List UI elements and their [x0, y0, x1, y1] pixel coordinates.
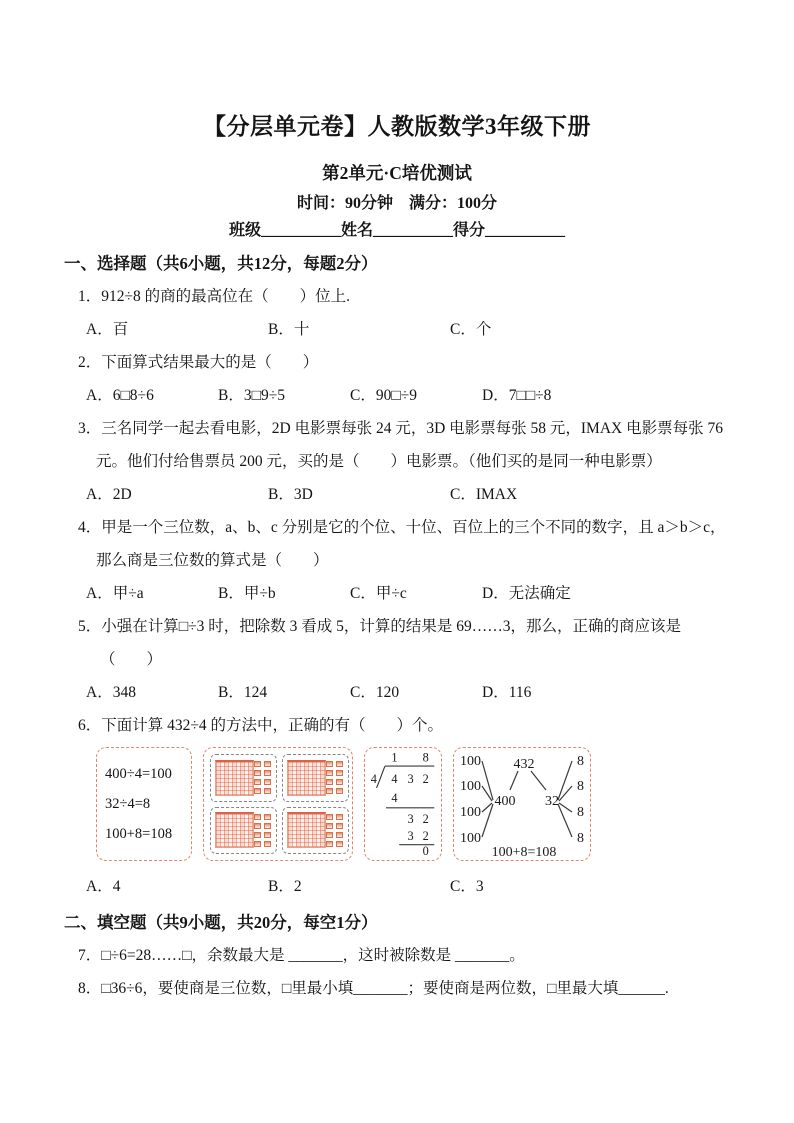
equation-line: 400÷4=100: [105, 766, 172, 782]
dividend-digit: 3: [407, 772, 414, 787]
question-5-answer-parens: （ ）: [100, 651, 163, 668]
eight-leaf: 8: [577, 805, 584, 820]
ones-blocks: [254, 761, 271, 794]
equation-line: 32÷4=8: [105, 796, 151, 812]
option-a: A．百: [86, 321, 129, 338]
one-block: [264, 770, 271, 776]
subtract-step: 4: [391, 791, 398, 806]
option-c: C．甲÷c: [350, 585, 407, 602]
one-block: [254, 823, 261, 829]
one-block: [336, 788, 343, 794]
score-blank: __________: [485, 222, 566, 239]
figure-method-2-base-ten-blocks: [203, 747, 353, 861]
question-4: [78, 511, 730, 610]
option-b: B．3□9÷5: [218, 387, 285, 404]
option-b: B．十: [268, 321, 310, 338]
question-7-text: 7．□÷6=28……□，余数最大是 _______，这时被除数是 _______。: [78, 947, 525, 964]
tree-left-part: 400: [494, 794, 516, 809]
one-block: [326, 770, 333, 776]
subtract-digit: 2: [422, 829, 429, 843]
score-label: 得分: [453, 222, 486, 239]
one-block: [326, 832, 333, 838]
one-block: [336, 770, 343, 776]
question-6-options: [86, 870, 730, 903]
question-8: [78, 972, 730, 1005]
option-d: D．7□□÷8: [482, 387, 552, 404]
one-block: [336, 761, 343, 767]
one-block: [326, 814, 333, 820]
figure-method-3-long-division: [364, 747, 442, 861]
name-blank: __________: [373, 222, 453, 239]
class-label: 班级: [228, 222, 261, 239]
one-block: [264, 761, 271, 767]
dividend-digit: 2: [422, 772, 429, 787]
question-2: [78, 346, 730, 412]
figure-method-4-decomposition: [453, 747, 591, 861]
one-block: [264, 779, 271, 785]
q6-figure-row: [96, 747, 730, 861]
one-block: [264, 814, 271, 820]
one-block: [336, 841, 343, 847]
decomposition-svg: [458, 752, 586, 858]
hundred-leaf: 100: [460, 805, 481, 820]
base-ten-group: [210, 754, 277, 802]
option-b: B．2: [268, 878, 302, 895]
base-ten-group: [282, 754, 349, 802]
question-5-options: [86, 676, 730, 709]
hundred-grid: [287, 812, 326, 848]
hundred-grid: [215, 812, 254, 848]
hundred-leaf: 100: [460, 831, 481, 846]
option-a: A．4: [86, 878, 121, 895]
question-8-text: 8．□36÷6，要使商是三位数，□里最小填_______；要使商是两位数，□里最大填______.: [78, 980, 669, 997]
quotient-hundreds: 1: [391, 750, 398, 765]
exam-info-line: 时间：90分钟 满分：100分: [296, 195, 497, 212]
option-c: C．3: [450, 878, 484, 895]
remainder: 0: [422, 844, 429, 858]
one-block: [336, 814, 343, 820]
question-3-text: 3．三名同学一起去看电影，2D 电影票每张 24 元，3D 电影票每张 58 元，IMAX 电影票每张 76 元。他们付给售票员 200 元，买的是（ ）电影票。（他们买的是同一种电影票）: [78, 420, 723, 470]
option-d: D．116: [482, 684, 532, 701]
tree-right-part: 32: [545, 794, 559, 809]
one-block: [326, 761, 333, 767]
bring-down-digit: 3: [407, 811, 414, 826]
subtract-digit: 3: [407, 829, 414, 843]
question-7: [78, 939, 730, 972]
question-6-text: 6．下面计算 432÷4 的方法中，正确的有（ ）个。: [78, 717, 444, 734]
option-a: A．6□8÷6: [86, 387, 154, 404]
option-a: A．甲÷a: [86, 585, 144, 602]
option-c: C．IMAX: [450, 486, 518, 503]
one-block: [254, 779, 261, 785]
eight-leaf: 8: [577, 754, 584, 769]
one-block: [264, 832, 271, 838]
option-a: A．348: [86, 684, 136, 701]
question-1-options: [86, 313, 730, 346]
hundred-leaf: 100: [460, 754, 481, 769]
question-1-text: 1．912÷8 的商的最高位在（ ）位上.: [78, 288, 351, 305]
long-division-svg: [367, 750, 439, 858]
question-3-options: [86, 478, 730, 511]
hundred-grid: [215, 760, 254, 796]
question-5-text: 5．小强在计算□÷3 时，把除数 3 看成 5，计算的结果是 69……3，那么，正确的商应该是: [78, 618, 681, 635]
class-blank: __________: [260, 222, 341, 239]
question-2-options: [86, 379, 730, 412]
doc-subtitle: 第2单元·C培优测试: [322, 163, 472, 183]
division-bracket-curve: [376, 766, 385, 788]
option-b: B．3D: [268, 486, 313, 503]
one-block: [336, 779, 343, 785]
one-block: [254, 770, 261, 776]
question-1: [78, 280, 730, 346]
option-d: D．无法确定: [482, 585, 571, 602]
question-5: [78, 610, 730, 709]
one-block: [336, 832, 343, 838]
one-block: [254, 788, 261, 794]
figure-method-1-equations: [96, 747, 192, 861]
student-info-line: [64, 218, 730, 244]
option-c: C．个: [450, 321, 492, 338]
one-block: [326, 788, 333, 794]
one-block: [264, 841, 271, 847]
question-3: [78, 412, 730, 511]
one-block: [326, 823, 333, 829]
dividend-digit: 4: [391, 772, 398, 787]
hundred-leaf: 100: [460, 779, 481, 794]
section-2-heading: 二、填空题（共9小题，共20分，每空1分）: [64, 913, 378, 932]
ones-blocks: [326, 814, 343, 847]
name-label: 姓名: [340, 222, 373, 239]
option-c: C．120: [350, 684, 400, 701]
question-4-text: 4．甲是一个三位数，a、b、c 分别是它的个位、十位、百位上的三个不同的数字，且 a＞b＞c，那么商是三位数的算式是（ ）: [78, 519, 726, 569]
bring-down-digit: 2: [422, 811, 429, 826]
doc-title: 【分层单元卷】人教版数学3年级下册: [203, 114, 591, 139]
option-c: C．90□÷9: [350, 387, 417, 404]
section-1-heading: 一、选择题（共6小题，共12分，每题2分）: [64, 254, 378, 273]
ones-blocks: [326, 761, 343, 794]
option-b: B．甲÷b: [218, 585, 276, 602]
one-block: [326, 779, 333, 785]
question-2-text: 2．下面算式结果最大的是（ ）: [78, 354, 319, 371]
equation-line: 100+8=108: [105, 826, 173, 842]
option-b: B．124: [218, 684, 268, 701]
question-4-options: [86, 577, 730, 610]
tree-sum-equation: 100+8=108: [491, 845, 557, 858]
divisor: 4: [370, 772, 377, 787]
base-ten-group: [282, 807, 349, 855]
tree-root: 432: [513, 757, 535, 772]
one-block: [264, 788, 271, 794]
one-block: [254, 761, 261, 767]
ones-blocks: [254, 814, 271, 847]
one-block: [254, 832, 261, 838]
base-ten-group: [210, 807, 277, 855]
question-6: [78, 709, 730, 742]
eight-leaf: 8: [577, 831, 584, 846]
eight-leaf: 8: [577, 779, 584, 794]
hundred-grid: [287, 760, 326, 796]
one-block: [254, 814, 261, 820]
one-block: [326, 841, 333, 847]
one-block: [264, 823, 271, 829]
question-6-options-block: [78, 870, 730, 903]
quotient-ones: 8: [422, 750, 429, 765]
option-a: A．2D: [86, 486, 132, 503]
one-block: [336, 823, 343, 829]
one-block: [254, 841, 261, 847]
